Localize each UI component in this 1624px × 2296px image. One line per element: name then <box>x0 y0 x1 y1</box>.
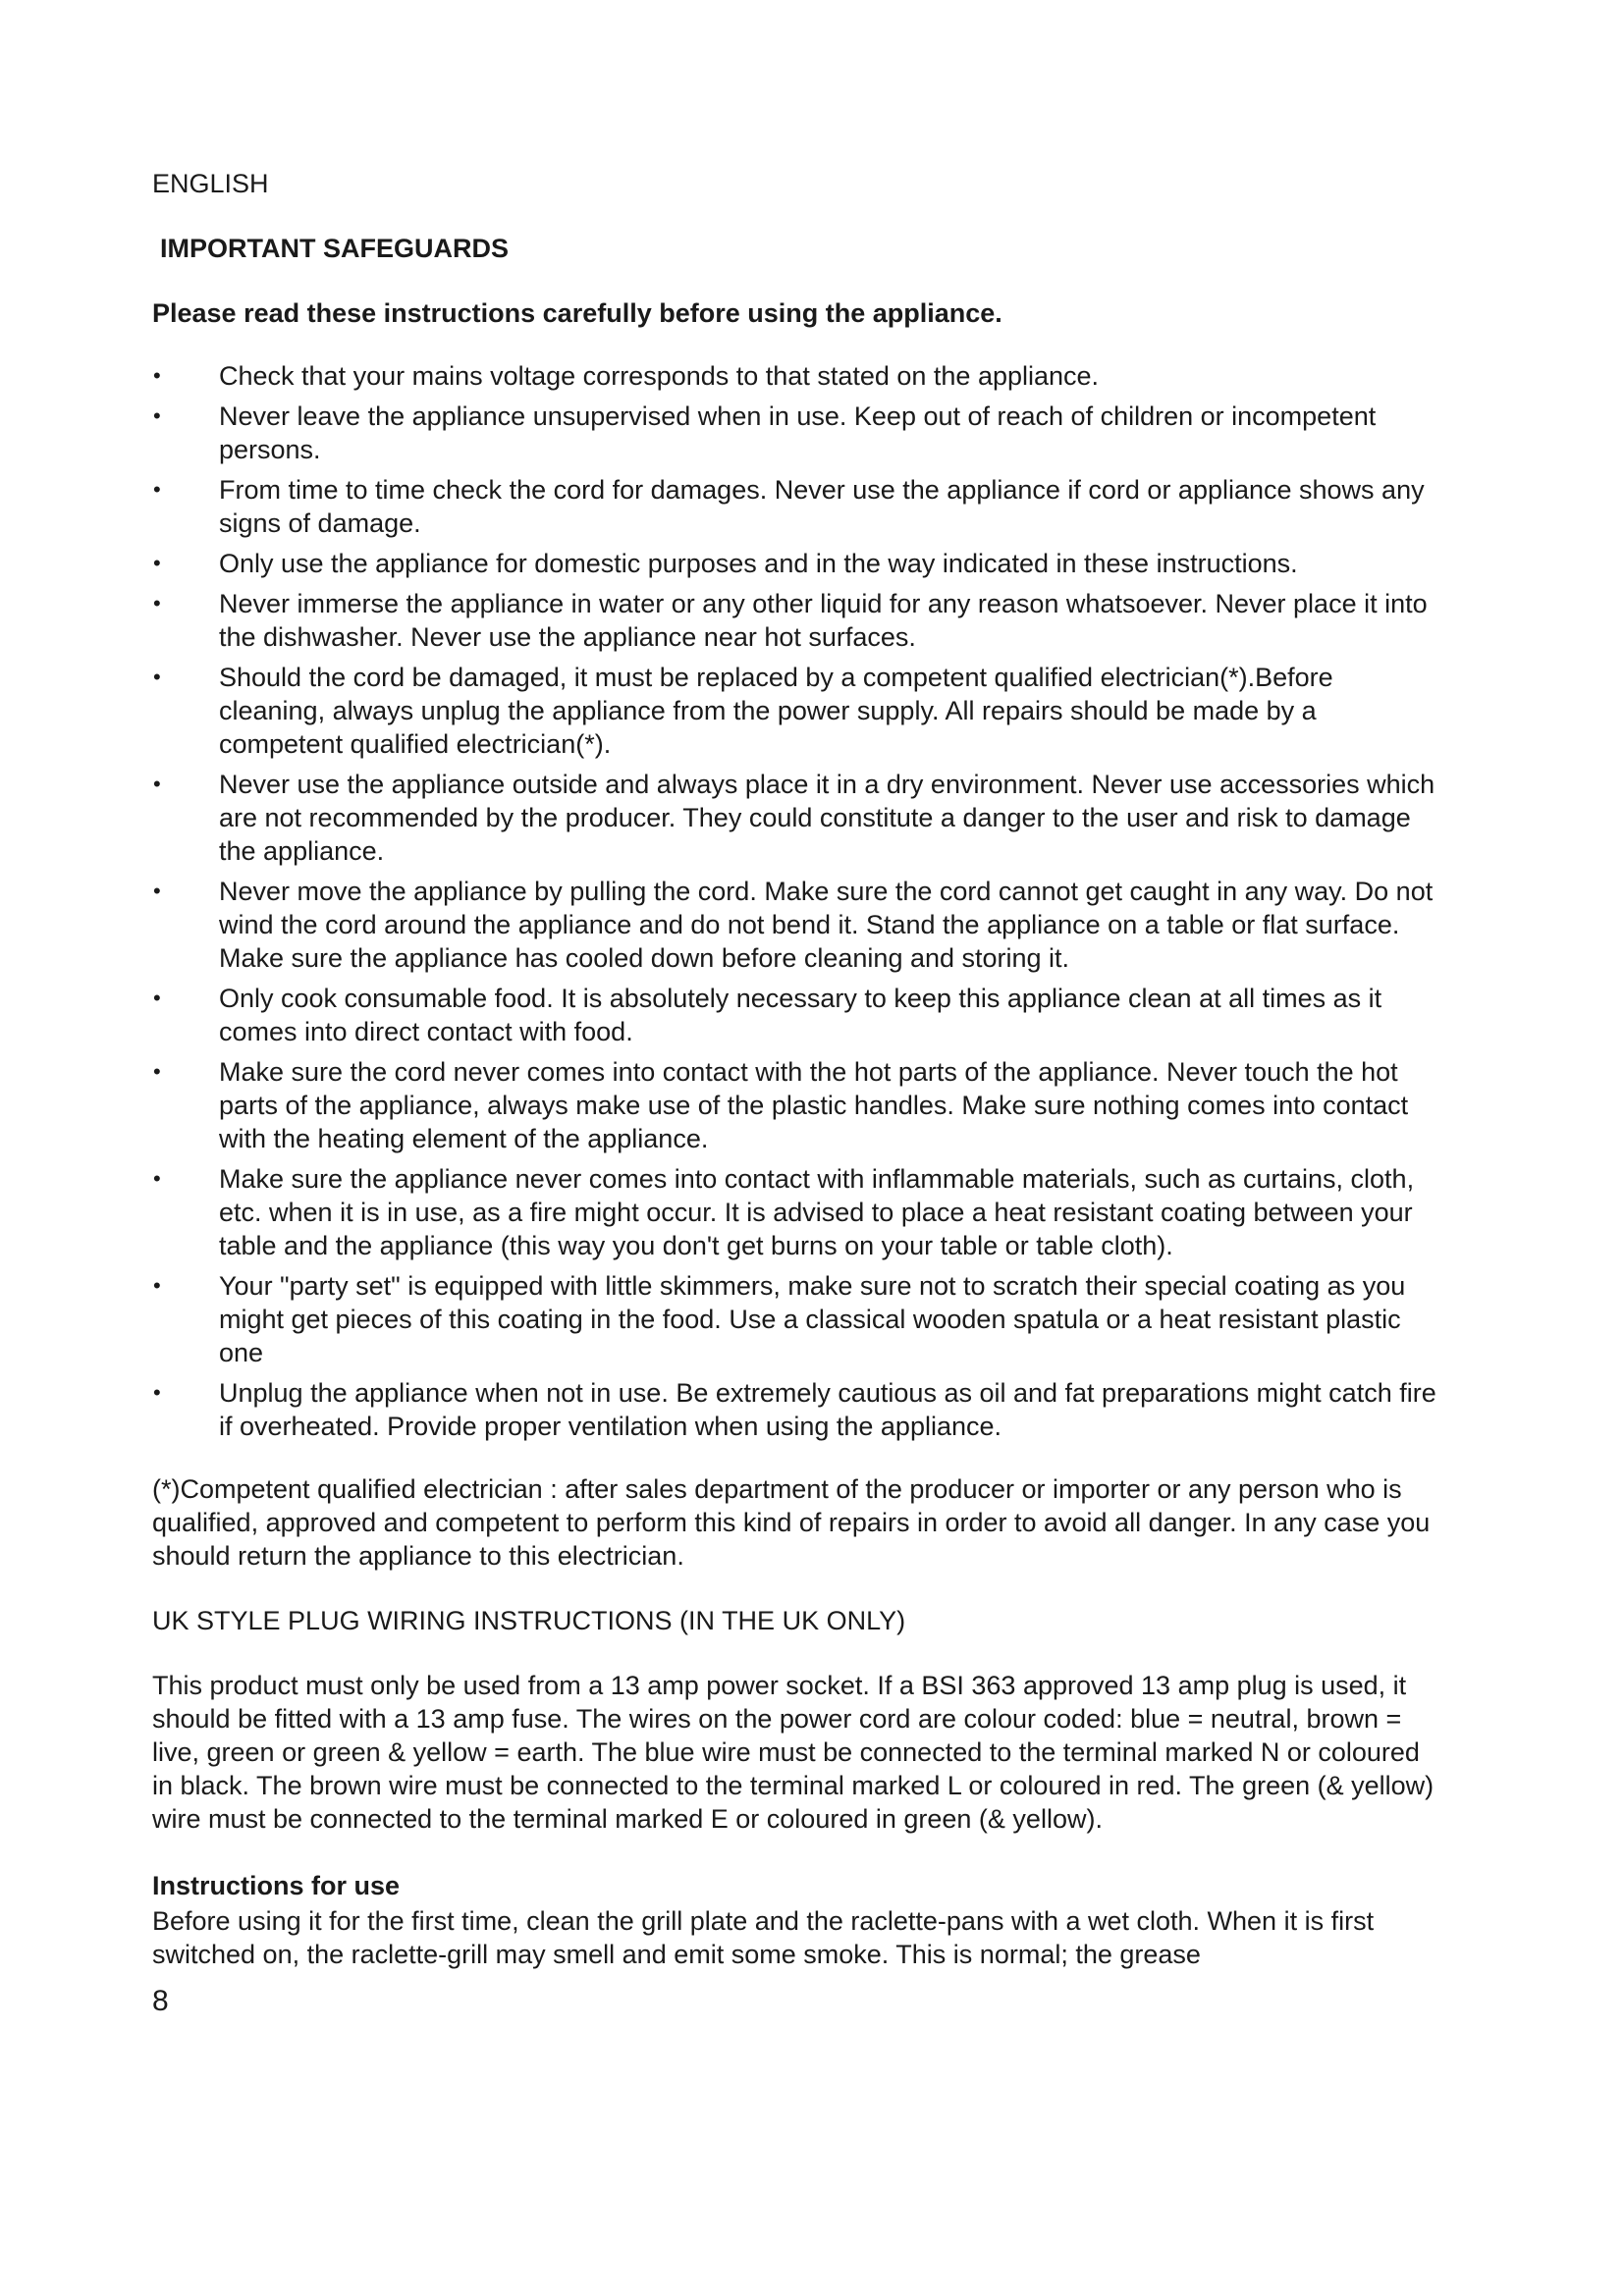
bullet-icon: • <box>153 1166 161 1191</box>
intro-text: Please read these instructions carefully before using the appliance. <box>152 298 1002 328</box>
list-item <box>152 547 1438 580</box>
list-item-text: Should the cord be damaged, it must be replaced by a competent qualified electrician(*).Before cleaning, always unplug the appliance from the power supply. All repairs should be made by a competent qualified electrician(*). <box>219 663 1333 759</box>
page-number: 8 <box>152 1985 169 2017</box>
bullet-icon: • <box>153 772 161 796</box>
bullet-icon: • <box>153 986 161 1010</box>
bullet-icon: • <box>153 477 161 502</box>
list-item-text: Only use the appliance for domestic purposes and in the way indicated in these instructions. <box>219 549 1298 578</box>
list-item <box>152 587 1438 654</box>
list-item <box>152 768 1438 868</box>
list-item-text: Your "party set" is equipped with little skimmers, make sure not to scratch their special coating as you might get pieces of this coating in the food. Use a classical wooden spatula or a heat resistant plastic one <box>219 1271 1406 1367</box>
list-item-text: Never move the appliance by pulling the cord. Make sure the cord cannot get caught in any way. Do not wind the cord around the appliance and do not bend it. Stand the appliance on a table or flat surface. Make sure the appliance has cooled down before cleaning and storing it. <box>219 877 1434 973</box>
list-item <box>152 661 1438 761</box>
bullet-icon: • <box>153 665 161 689</box>
list-item <box>152 1055 1438 1155</box>
list-item-text: Unplug the appliance when not in use. Be extremely cautious as oil and fat preparations might catch fire if overheated. Provide proper ventilation when using the appliance. <box>219 1378 1436 1441</box>
bullet-icon: • <box>153 1273 161 1298</box>
uk-plug-heading: UK STYLE PLUG WIRING INSTRUCTIONS (IN THE UK ONLY) <box>152 1606 906 1635</box>
list-item <box>152 875 1438 975</box>
bullet-icon: • <box>153 591 161 615</box>
section-title: IMPORTANT SAFEGUARDS <box>160 234 509 263</box>
list-item-text: Make sure the cord never comes into contact with the hot parts of the appliance. Never touch the hot parts of the appliance, always make use of the plastic handles. Make sure nothing comes into contact with the heating element of the appliance. <box>219 1057 1409 1153</box>
list-item-text: Make sure the appliance never comes into contact with inflammable materials, such as curtains, cloth, etc. when it is in use, as a fire might occur. It is advised to place a heat resistant coating between your table and the appliance (this way you don't get burns on your table or table cloth). <box>219 1164 1415 1260</box>
list-item <box>152 1376 1438 1443</box>
bullet-icon: • <box>153 1059 161 1084</box>
list-item <box>152 982 1438 1048</box>
list-item <box>152 1269 1438 1369</box>
bullet-icon: • <box>153 363 161 388</box>
instructions-heading: Instructions for use <box>152 1871 401 1900</box>
list-item-text: From time to time check the cord for damages. Never use the appliance if cord or appliance shows any signs of damage. <box>219 475 1425 538</box>
bullet-icon: • <box>153 403 161 428</box>
list-item <box>152 359 1438 393</box>
list-item-text: Check that your mains voltage corresponds to that stated on the appliance. <box>219 361 1100 391</box>
footnote: (*)Competent qualified electrician : after sales department of the producer or importer or any person who is qualified, approved and competent to perform this kind of repairs in order to avoid all danger. In any case you should return the appliance to this electrician. <box>152 1474 1431 1571</box>
list-item-text: Never leave the appliance unsupervised when in use. Keep out of reach of children or incompetent persons. <box>219 401 1377 464</box>
list-item-text: Never immerse the appliance in water or any other liquid for any reason whatsoever. Never place it into the dishwasher. Never use the appliance near hot surfaces. <box>219 589 1428 652</box>
list-item <box>152 1162 1438 1262</box>
document-page <box>152 167 1438 2018</box>
bullet-icon: • <box>153 1380 161 1405</box>
list-item <box>152 473 1438 540</box>
bullet-icon: • <box>153 879 161 903</box>
bullet-icon: • <box>153 551 161 575</box>
safeguards-list <box>152 359 1438 1443</box>
instructions-text: Before using it for the first time, clean the grill plate and the raclette-pans with a wet cloth. When it is first switched on, the raclette-grill may smell and emit some smoke. This is normal; the grease <box>152 1906 1375 1969</box>
uk-plug-text: This product must only be used from a 13 amp power socket. If a BSI 363 approved 13 amp plug is used, it should be fitted with a 13 amp fuse. The wires on the power cord are colour coded: blue = neutral, brown = live, green or green & yellow = earth. The blue wire must be connected to the terminal marked N or coloured in black. The brown wire must be connected to the terminal marked L or coloured in red. The green (& yellow) wire must be connected to the terminal marked E or coloured in green (& yellow). <box>152 1671 1435 1834</box>
list-item-text: Never use the appliance outside and always place it in a dry environment. Never use accessories which are not recommended by the producer. They could constitute a danger to the user and risk to damage the appliance. <box>219 770 1435 866</box>
language-label: ENGLISH <box>152 169 269 198</box>
list-item <box>152 400 1438 466</box>
list-item-text: Only cook consumable food. It is absolutely necessary to keep this appliance clean at all times as it comes into direct contact with food. <box>219 984 1382 1046</box>
